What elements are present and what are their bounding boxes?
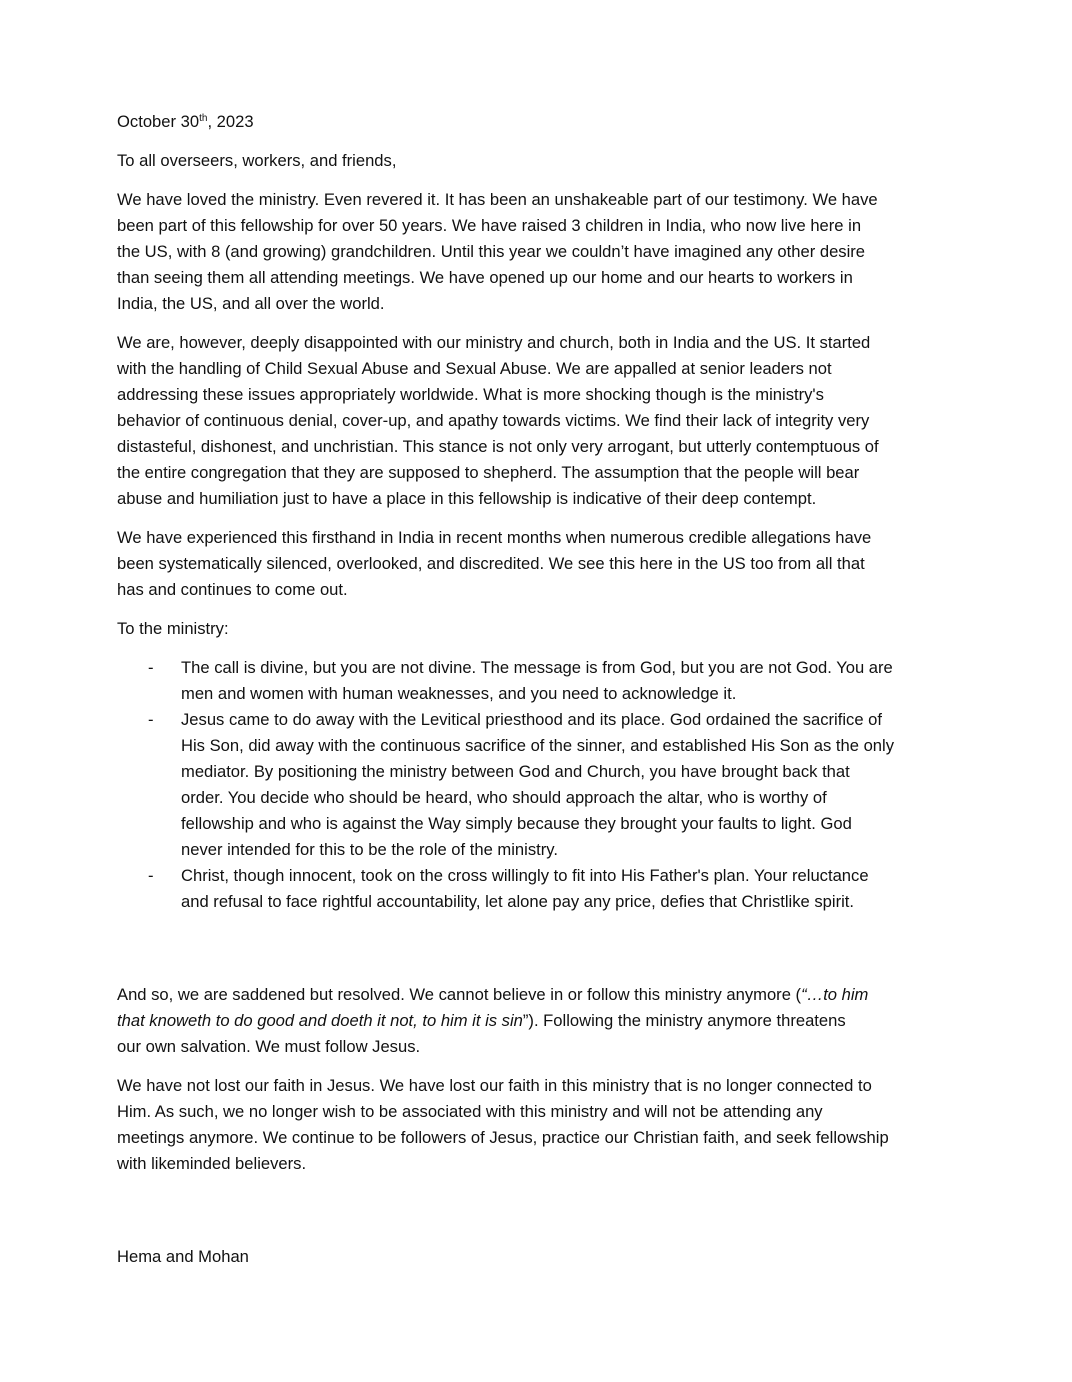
date-ordinal-suffix: th xyxy=(199,113,208,124)
paragraph-line: than seeing them all attending meetings. We have opened up our home and our hearts to workers in xyxy=(117,268,853,287)
paragraph xyxy=(117,525,967,603)
text-segment: ”). Following the ministry anymore threatens xyxy=(522,1011,846,1030)
letter-date xyxy=(117,109,967,135)
paragraph-line: To the ministry: xyxy=(117,619,229,638)
text-segment: meetings anymore. We continue to be followers of Jesus, practice our Christian faith, and seek fellowship xyxy=(117,1128,889,1147)
letter xyxy=(117,109,967,1270)
paragraph-line: addressing these issues appropriately worldwide. What is more shocking though is the ministry's xyxy=(117,385,824,404)
paragraph-line: distasteful, dishonest, and unchristian. This stance is not only very arrogant, but utterly contemptuous of xyxy=(117,437,879,456)
date-year: , 2023 xyxy=(207,112,254,131)
bullet-line: His Son, did away with the continuous sacrifice of the sinner, and established His Son as the only xyxy=(181,736,895,755)
signature: Hema and Mohan xyxy=(117,1247,249,1266)
paragraph-line: the entire congregation that they are supposed to shepherd. The assumption that the people will bear xyxy=(117,463,860,482)
date-day: October 30 xyxy=(117,112,200,131)
bullet-item xyxy=(117,863,967,915)
bullet-line: fellowship and who is against the Way simply because they brought your faults to light. God xyxy=(181,814,852,833)
bullet-dash: - xyxy=(148,710,154,729)
bullet-item xyxy=(117,707,967,863)
paragraph-line: the US, with 8 (and growing) grandchildren. Until this year we couldn’t have imagined any other desire xyxy=(117,242,866,261)
paragraph-line xyxy=(117,1125,967,1151)
bullet-line: The call is divine, but you are not divine. The message is from God, but you are not God. You are xyxy=(181,658,893,677)
bullet-line: men and women with human weaknesses, and you need to acknowledge it. xyxy=(181,684,737,703)
bullet-line: Jesus came to do away with the Levitical priesthood and its place. God ordained the sacrifice of xyxy=(181,710,883,729)
paragraph-line: We have experienced this firsthand in India in recent months when numerous credible allegations have xyxy=(117,528,872,547)
paragraph-line: been systematically silenced, overlooked, and discredited. We see this here in the US too from all that xyxy=(117,554,865,573)
paragraph-line: behavior of continuous denial, cover-up, and apathy towards victims. We find their lack of integrity very xyxy=(117,411,870,430)
bullet-line: order. You decide who should be heard, who should approach the altar, who is worthy of xyxy=(181,788,827,807)
text-segment: with likeminded believers. xyxy=(117,1154,307,1173)
scripture-quote: that knoweth to do good and doeth it not, to him it is sin xyxy=(117,1011,523,1030)
paragraph xyxy=(117,616,967,642)
bullet-line: Christ, though innocent, took on the cross willingly to fit into His Father's plan. Your reluctance xyxy=(181,866,869,885)
paragraph-line: We have loved the ministry. Even revered it. It has been an unshakeable part of our testimony. We have xyxy=(117,190,878,209)
paragraph-line xyxy=(117,1008,967,1034)
paragraph-line: India, the US, and all over the world. xyxy=(117,294,385,313)
paragraph-line: We are, however, deeply disappointed with our ministry and church, both in India and the US. It started xyxy=(117,333,871,352)
paragraph-line xyxy=(117,1151,967,1177)
scripture-quote: “…to him xyxy=(801,985,869,1004)
paragraph-line xyxy=(117,1099,967,1125)
text-segment: our own salvation. We must follow Jesus. xyxy=(117,1037,421,1056)
paragraph-line: with the handling of Child Sexual Abuse and Sexual Abuse. We are appalled at senior leaders not xyxy=(117,359,832,378)
text-segment: And so, we are saddened but resolved. We cannot believe in or follow this ministry anymore ( xyxy=(117,985,802,1004)
bullet-line: mediator. By positioning the ministry between God and Church, you have brought back that xyxy=(181,762,850,781)
paragraph-line: been part of this fellowship for over 50 years. We have raised 3 children in India, who now live here in xyxy=(117,216,862,235)
text-segment: Him. As such, we no longer wish to be associated with this ministry and will not be attending any xyxy=(117,1102,823,1121)
text-segment: We have not lost our faith in Jesus. We have lost our faith in this ministry that is no longer connected to xyxy=(117,1076,872,1095)
body-paragraphs-intro xyxy=(117,187,967,642)
paragraph xyxy=(117,982,967,1060)
body-paragraphs-closing xyxy=(117,982,967,1177)
paragraph xyxy=(117,1073,967,1177)
bullet-line: never intended for this to be the role of the ministry. xyxy=(181,840,558,859)
paragraph-line: has and continues to come out. xyxy=(117,580,348,599)
bullet-dash: - xyxy=(148,866,154,885)
greeting: To all overseers, workers, and friends, xyxy=(117,151,397,170)
bullet-list xyxy=(117,655,967,915)
bullet-dash: - xyxy=(148,658,154,677)
paragraph-line: abuse and humiliation just to have a place in this fellowship is indicative of their deep contempt. xyxy=(117,489,817,508)
paragraph-line xyxy=(117,1073,967,1099)
paragraph xyxy=(117,187,967,317)
paragraph-line xyxy=(117,982,967,1008)
paragraph xyxy=(117,330,967,512)
paragraph-line xyxy=(117,1034,967,1060)
bullet-item xyxy=(117,655,967,707)
bullet-line: and refusal to face rightful accountability, let alone pay any price, defies that Christlike spirit. xyxy=(181,892,855,911)
